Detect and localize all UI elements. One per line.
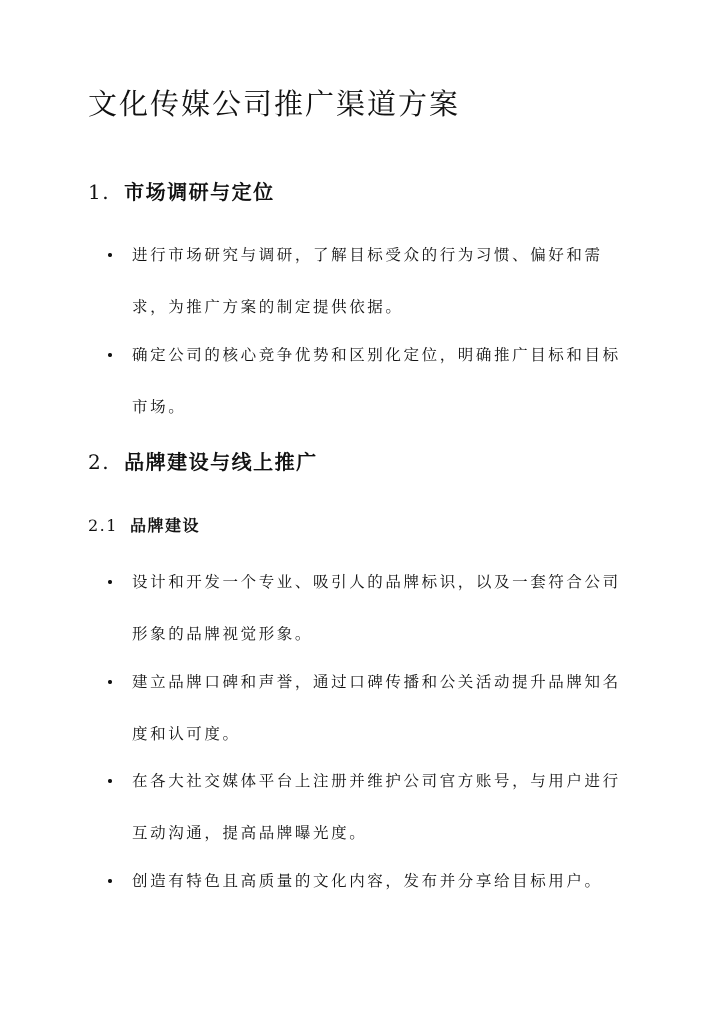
list-item (108, 855, 628, 907)
subsection-title: 品牌建设 (129, 516, 200, 535)
bullet-icon (108, 353, 112, 357)
bullet-icon (108, 253, 112, 257)
bullet-icon (108, 879, 112, 883)
list-item-text: 创造有特色且高质量的文化内容，发布并分享给目标用户。 (132, 872, 603, 890)
document-title: 文化传媒公司推广渠道方案 (88, 87, 461, 121)
section-title: 市场调研与定位 (124, 180, 275, 204)
list-item-text: 进行市场研究与调研，了解目标受众的行为习惯、偏好和需求，为推广方案的制定提供依据。 (132, 246, 603, 316)
list-item-text: 在各大社交媒体平台上注册并维护公司官方账号，与用户进行互动沟通，提高品牌曝光度。 (132, 772, 621, 842)
list-item (108, 556, 628, 660)
bullet-icon (108, 779, 112, 783)
bullet-icon (108, 580, 112, 584)
list-item (108, 229, 628, 333)
list-item-text: 建立品牌口碑和声誉，通过口碑传播和公关活动提升品牌知名度和认可度。 (132, 673, 621, 743)
list-item (108, 755, 628, 859)
list-item (108, 656, 628, 760)
section-title: 品牌建设与线上推广 (124, 450, 318, 474)
list-item (108, 329, 628, 433)
section-number: 2. (88, 450, 111, 474)
subsection-heading-brand-building (88, 513, 200, 536)
list-item-text: 确定公司的核心竞争优势和区别化定位，明确推广目标和目标市场。 (132, 346, 621, 416)
list-item-text: 设计和开发一个专业、吸引人的品牌标识，以及一套符合公司形象的品牌视觉形象。 (132, 573, 621, 643)
bullet-icon (108, 680, 112, 684)
subsection-number: 2.1 (88, 516, 118, 535)
section-heading-brand-online (88, 446, 318, 475)
section-number: 1. (88, 180, 111, 204)
section-heading-market-research (88, 176, 275, 205)
